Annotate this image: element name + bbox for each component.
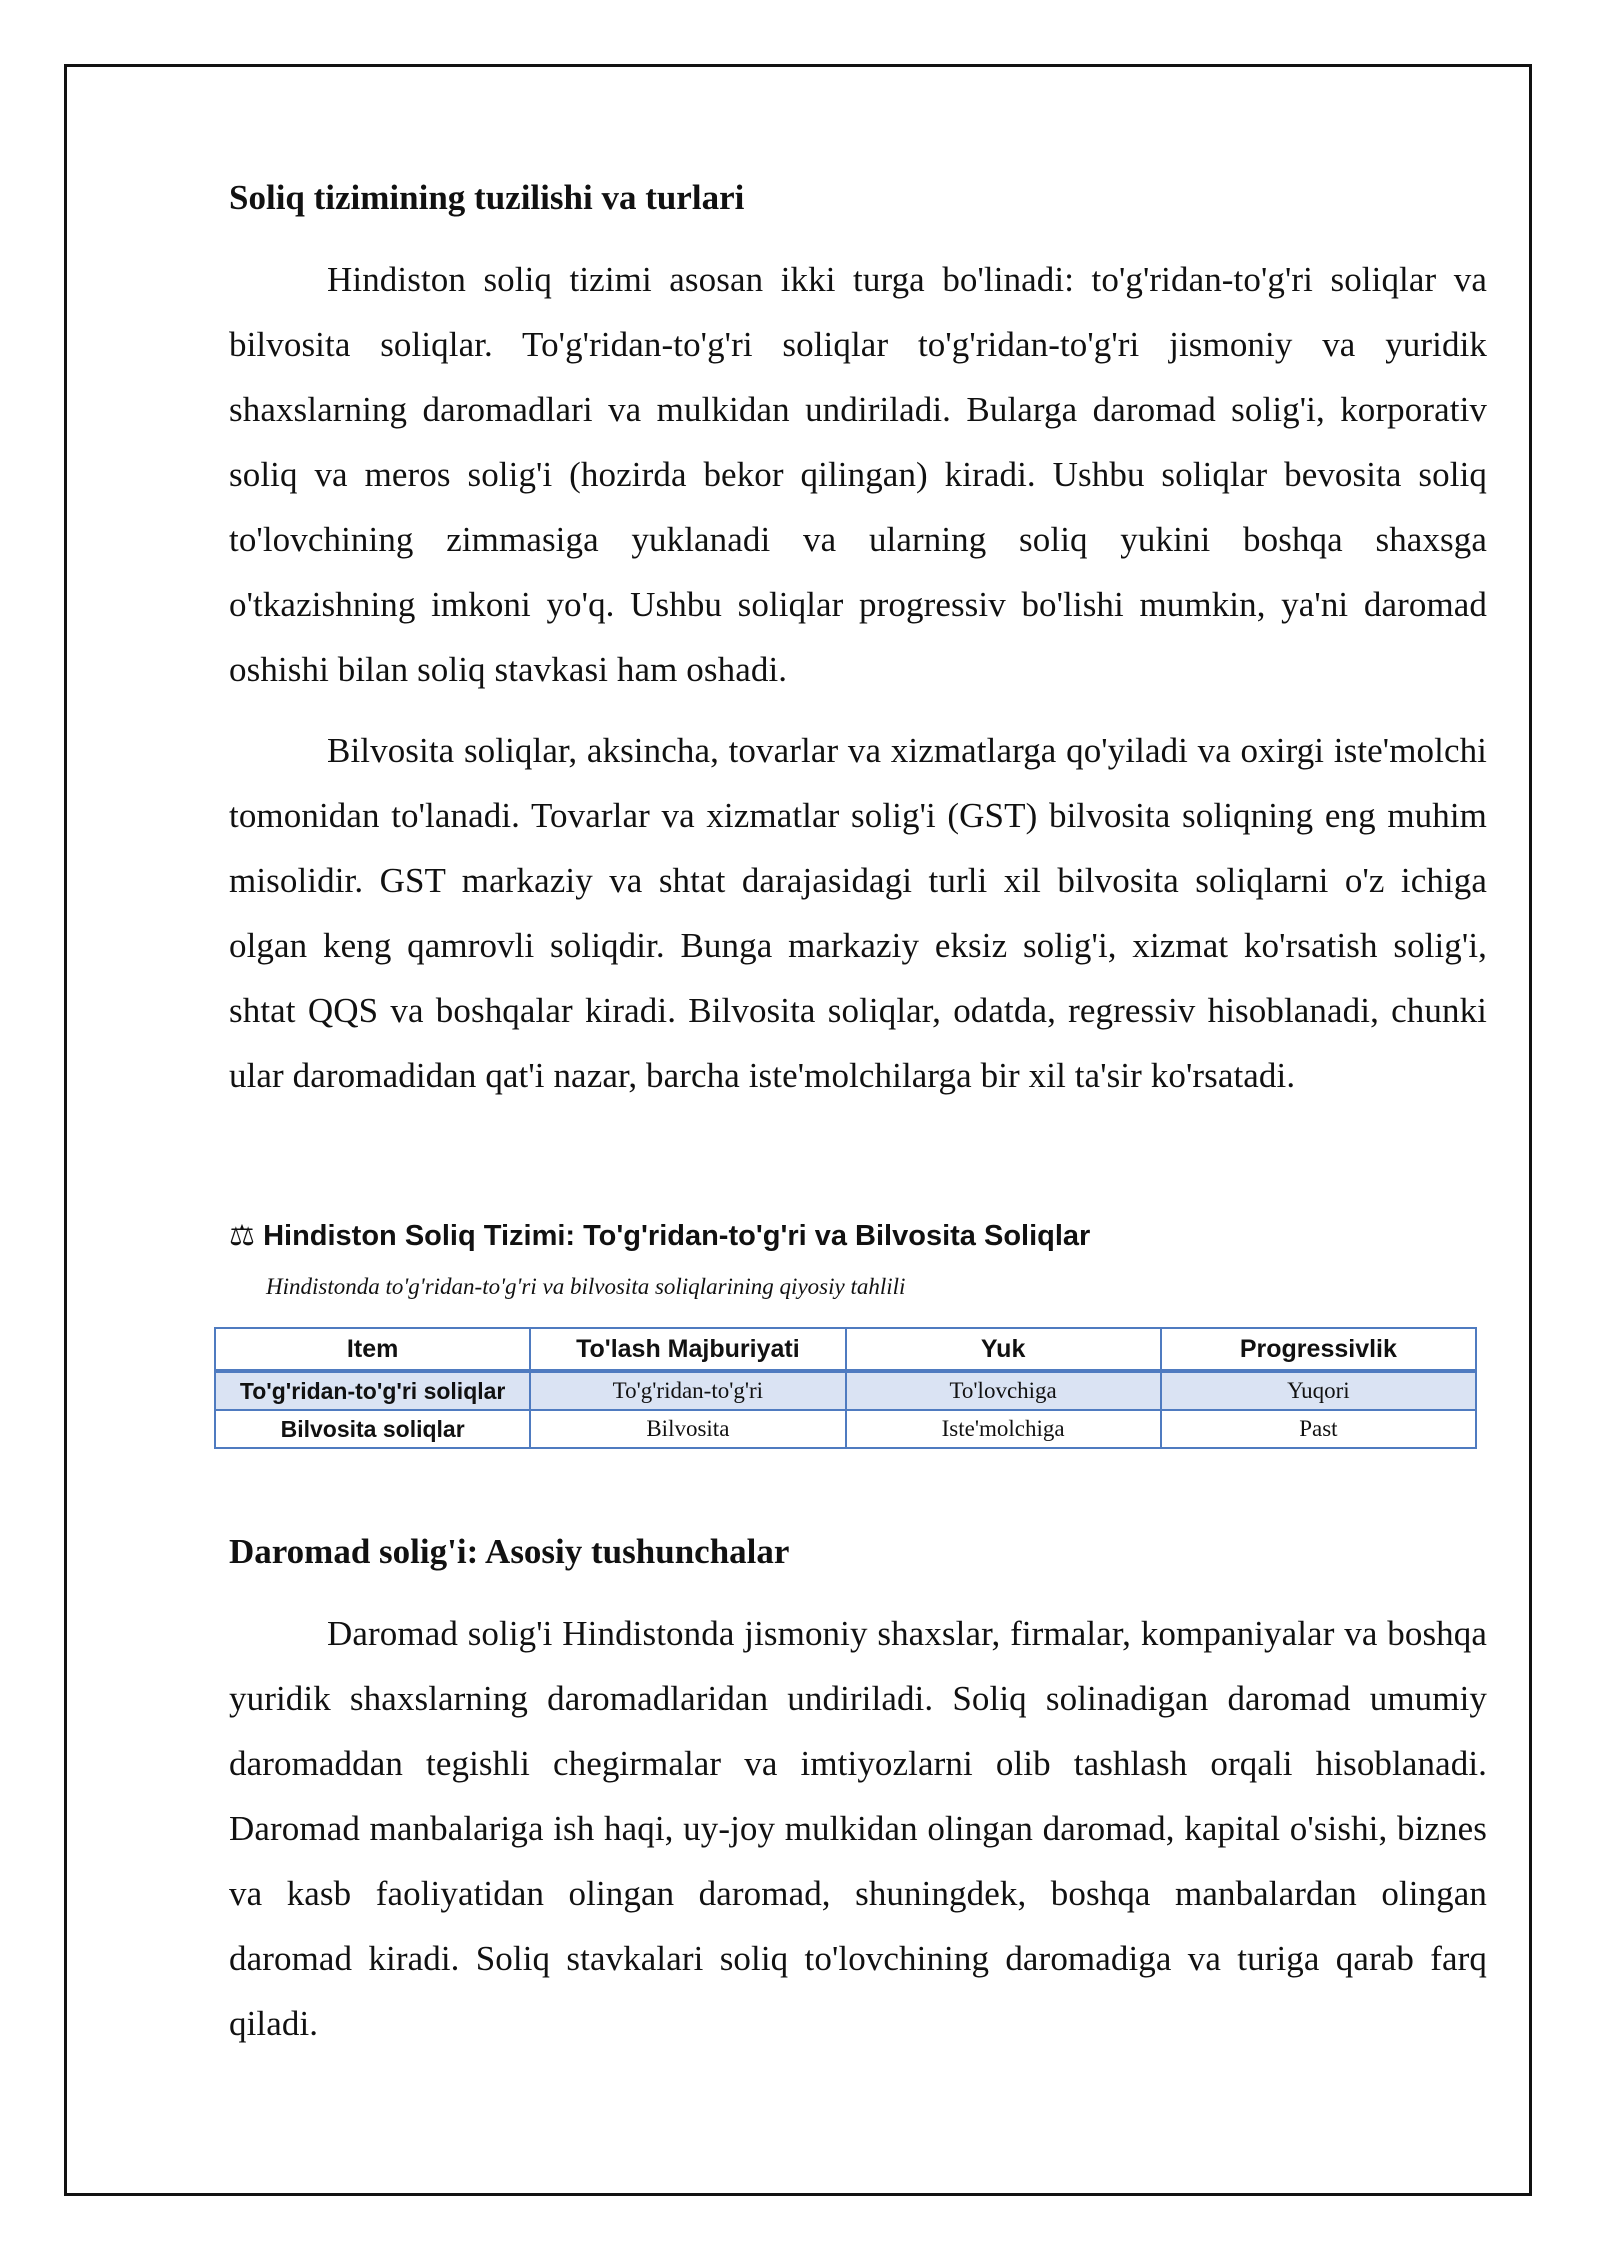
table-title-text: Hindiston Soliq Tizimi: To'g'ridan-to'g'ri va Bilvosita Soliqlar [263,1220,1091,1252]
section-income-tax [229,1530,1487,1574]
table-cell: To'lovchiga [846,1371,1161,1410]
column-header: To'lash Majburiyati [530,1328,845,1371]
table-subtitle-block [229,1272,1487,1302]
column-header: Progressivlik [1161,1328,1476,1371]
comparison-table-block [229,1218,1487,1254]
section-tax-structure-body [229,247,1487,702]
paragraph: Hindiston soliq tizimi asosan ikki turga bo'linadi: to'g'ridan-to'g'ri soliqlar va bilvosita soliqlar. To'g'ridan-to'g'ri soliqlar to'g'ridan-to'g'ri jismoniy va yuridik shaxslarning daromadlari va mulkidan undiriladi. Bularga daromad solig'i, korporativ soliq va meros solig'i (hozirda bekor qilingan) kiradi. Ushbu soliqlar bevosita soliq to'lovchining zimmasiga yuklanadi va ularning soliq yukini boshqa shaxsga o'tkazishning imkoni yo'q. Ushbu soliqlar progressiv bo'lishi mumkin, ya'ni daromad oshishi bilan soliq stavkasi ham oshadi. [229,260,1487,689]
balance-scale-icon: ⚖ [229,1220,255,1252]
table-subtitle: Hindistonda to'g'ridan-to'g'ri va bilvosita soliqlarining qiyosiy tahlili [266,1274,906,1299]
column-header: Yuk [846,1328,1161,1371]
section-income-tax-body [229,1601,1487,2056]
table-cell: Iste'molchiga [846,1410,1161,1448]
paragraph: Daromad solig'i Hindistonda jismoniy shaxslar, firmalar, kompaniyalar va boshqa yuridik shaxslarning daromadlaridan undiriladi. Soliq solinadigan daromad umumiy daromaddan tegishli chegirmalar va imtiyozlarni olib tashlash orqali hisoblanadi. Daromad manbalariga ish haqi, uy-joy mulkidan olingan daromad, kapital o'sishi, biznes va kasb faoliyatidan olingan daromad, shuningdek, boshqa manbalardan olingan daromad kiradi. Soliq stavkalari soliq to'lovchining daromadiga va turiga qarab farq qiladi. [229,1614,1487,2043]
table-row [215,1410,1476,1448]
comparison-table [214,1327,1477,1449]
row-header: To'g'ridan-to'g'ri soliqlar [215,1371,530,1410]
section-tax-structure [229,176,1487,220]
row-header: Bilvosita soliqlar [215,1410,530,1448]
table-row [215,1371,1476,1410]
table-cell: Bilvosita [530,1410,845,1448]
table-header-row [215,1328,1476,1371]
section-tax-structure-body-2 [229,718,1487,1108]
column-header: Item [215,1328,530,1371]
section-heading: Daromad solig'i: Asosiy tushunchalar [229,1532,790,1571]
table-cell: To'g'ridan-to'g'ri [530,1371,845,1410]
table-title [229,1218,1487,1254]
paragraph: Bilvosita soliqlar, aksincha, tovarlar va xizmatlarga qo'yiladi va oxirgi iste'molchi tomonidan to'lanadi. Tovarlar va xizmatlar solig'i (GST) bilvosita soliqning eng muhim misolidir. GST markaziy va shtat darajasidagi turli xil bilvosita soliqlarni o'z ichiga olgan keng qamrovli soliqdir. Bunga markaziy eksiz solig'i, xizmat ko'rsatish solig'i, shtat QQS va boshqalar kiradi. Bilvosita soliqlar, odatda, regressiv hisoblanadi, chunki ular daromadidan qat'i nazar, barcha iste'molchilarga bir xil ta'sir ko'rsatadi. [229,731,1487,1095]
comparison-table-wrap [214,1327,1477,1449]
table-cell: Past [1161,1410,1476,1448]
table-cell: Yuqori [1161,1371,1476,1410]
section-heading: Soliq tizimining tuzilishi va turlari [229,178,745,217]
